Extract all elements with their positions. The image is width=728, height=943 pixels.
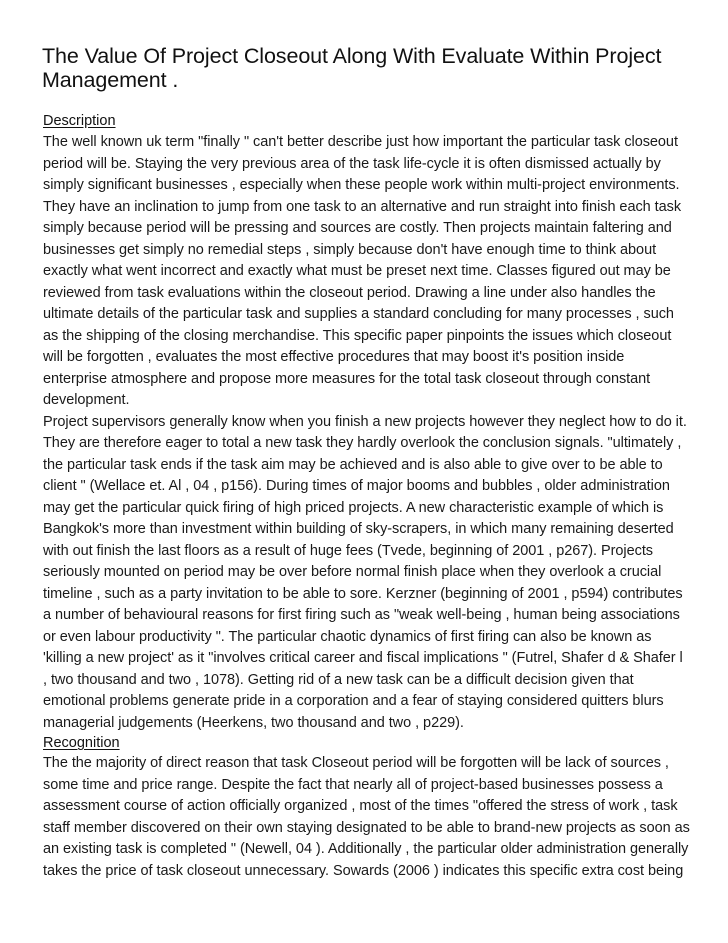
paragraph-line: or even labour productivity ". The particular chaotic dynamics of first firing can also be known as	[43, 628, 652, 645]
paragraph-line: seriously mounted on period may be over before normal finish place when they overlook a crucial	[43, 564, 662, 580]
paragraph-line: client " (Wellace et. Al , 04 , p156). During times of major booms and bubbles , older administration	[43, 478, 670, 494]
paragraph-line: the particular task ends if the task aim may be achieved and is also able to give over to be able to	[43, 456, 663, 473]
section-heading-recognition: Recognition	[43, 735, 120, 751]
paragraph-line: The the majority of direct reason that task Closeout period will be forgotten will be lack of sources ,	[43, 755, 669, 771]
paragraph-line: They are therefore eager to total a new task they hardly overlook the conclusion signals. "ultimately ,	[43, 435, 682, 451]
title-line: Management .	[42, 68, 179, 92]
paragraph-line: will be forgotten , evaluates the most effective procedures that may boost it's position inside	[43, 349, 625, 365]
document-title	[42, 44, 702, 92]
paragraph-line: some time and price range. Despite the fact that nearly all of project-based businesses possess a	[43, 776, 663, 793]
paragraph-line: The well known uk term "finally " can't better describe just how important the particular task closeout	[43, 134, 678, 150]
paragraph-line: development.	[43, 392, 130, 408]
paragraph-line: with out finish the last floors as a result of huge fees (Tvede, beginning of 2001 , p267). Projects	[43, 542, 653, 559]
paragraph-line: managerial judgements (Heerkens, two thousand and two , p229).	[43, 714, 464, 731]
paragraph-line: They have an inclination to jump from one task to an alternative and run straight into finish each task	[43, 198, 682, 215]
paragraph-line: period will be. Staying the very previous area of the task life-cycle it is often dismissed actually by	[43, 155, 661, 172]
paragraph-line: a number of behavioural reasons for first firing such as "weak well-being , human being associations	[43, 607, 680, 623]
paragraph-line: an existing task is completed " (Newell, 04 ). Additionally , the particular older administration generally	[43, 841, 689, 857]
section-body-recognition	[43, 753, 713, 882]
paragraph-line: as the shipping of the closing merchandise. This specific paper pinpoints the issues which closeout	[43, 327, 672, 344]
paragraph-line: exactly what went incorrect and exactly what must be preset next time. Classes figured out may be	[43, 263, 671, 279]
paragraph-line: assessment course of action officially organized , most of the times "offered the stress of work , task	[43, 798, 678, 814]
paragraph-line: ultimate details of the particular task and supplies a standard concluding for many processes , such	[43, 306, 674, 322]
paragraph-line: staff member discovered on their own staying designated to be able to brand-new projects as soon as	[43, 819, 690, 836]
paragraph-line: reviewed from task evaluations within the closeout period. Drawing a line under also handles the	[43, 284, 656, 301]
section-heading-description: Description	[43, 113, 116, 129]
paragraph-line: enterprise atmosphere and propose more measures for the total task closeout through constant	[43, 370, 651, 387]
paragraph-line: , two thousand and two , 1078). Getting rid of a new task can be a difficult decision given that	[43, 671, 634, 688]
paragraph-line: emotional problems generate pride in a corporation and a fear of staying considered quitters blurs	[43, 693, 664, 709]
section-body-description	[43, 132, 713, 734]
paragraph-line: may get the particular quick firing of high priced projects. A new characteristic example of which is	[43, 499, 664, 516]
paragraph-line: Project supervisors generally know when you finish a new projects however they neglect how to do it.	[43, 413, 687, 430]
title-line: The Value Of Project Closeout Along With Evaluate Within Project	[42, 44, 662, 68]
paragraph-line: takes the price of task closeout unnecessary. Sowards (2006 ) indicates this specific extra cost being	[43, 862, 684, 879]
paragraph-line: businesses get simply no remedial steps , simply because don't have enough time to think about	[43, 241, 657, 258]
paragraph-line: simply because period will be pressing and sources are costly. Then projects maintain faltering and	[43, 220, 672, 236]
paragraph-line: timeline , such as a party invitation to be able to sore. Kerzner (beginning of 2001 , p594) contributes	[43, 585, 683, 602]
paragraph-line: simply significant businesses , especially when these people work within multi-project environments.	[43, 177, 680, 193]
paragraph-line: Bangkok's more than investment within building of sky-scrapers, in which many remaining deserted	[43, 521, 674, 537]
paragraph-line: 'killing a new project' as it "involves critical career and fiscal implications " (Futrel, Shafer d & Shafer l	[43, 650, 683, 666]
